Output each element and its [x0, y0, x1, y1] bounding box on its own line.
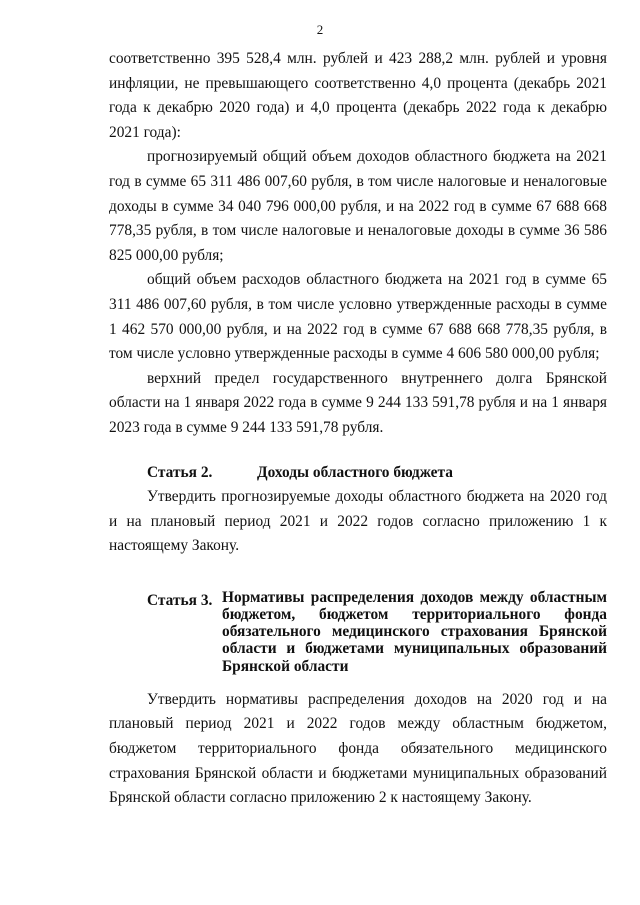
paragraph-debt-limit: верхний предел государственного внутреннего долга Брянской области на 1 января 2022 года в сумме 9 244 133 591,78 рубля и на 1 января 2023 года в сумме 9 244 133 591,78 рубля.	[109, 369, 607, 436]
paragraph-forecast-continuation: соответственно 395 528,4 млн. рублей и 423 288,2 млн. рублей и уровня инфляции, не превышающего соответственно 4,0 процента (декабрь 2021 года к декабрю 2020 года) и 4,0 процента (декабрь 2022 года к декабрю 2021 года):	[109, 50, 607, 141]
article-3-text: Утвердить нормативы распределения доходов на 2020 год и на плановый период 2021 и 2022 годов между областным бюджетом, бюджетом территориального фонда обязательного медицинского страхования Брянской области и бюджетами муниципальных образований Брянской области согласно приложению 2 к настоящему Закону.	[109, 690, 607, 807]
article-3-number: Статья 3.	[147, 591, 213, 609]
article-2-text: Утвердить прогнозируемые доходы областного бюджета на 2020 год и на плановый период 2021 и 2022 годов согласно приложению 1 к настоящему Закону.	[109, 488, 607, 555]
article-2-title: Доходы областного бюджета	[257, 463, 453, 481]
paragraph-revenue-forecast: прогнозируемый общий объем доходов областного бюджета на 2021 год в сумме 65 311 486 007,60 рубля, в том числе налоговые и неналоговые доходы в сумме 34 040 796 000,00 рубля, и на 2022 год в сумме 67 688 668 778,35 рубля, в том числе налоговые и неналоговые доходы в сумме 36 586 825 000,00 рубля;	[109, 148, 607, 264]
article-2-number: Статья 2.	[147, 463, 213, 481]
article-3-title: Нормативы распределения доходов между областным бюджетом, бюджетом территориального фонда обязательного медицинского страхования Брянской области и бюджетами муниципальных образований Брянской области	[222, 588, 607, 675]
document-body	[109, 47, 607, 811]
article-2-heading	[109, 461, 607, 486]
page-number: 2	[316, 22, 324, 37]
article-3-heading	[109, 589, 607, 675]
paragraph-expenditure-volume: общий объем расходов областного бюджета на 2021 год в сумме 65 311 486 007,60 рубля, в том числе условно утвержденные расходы в сумме 1 462 570 000,00 рубля, и на 2022 год в сумме 67 688 668 778,35 рубля, в том числе условно утвержденные расходы в сумме 4 606 580 000,00 рубля;	[109, 271, 607, 363]
